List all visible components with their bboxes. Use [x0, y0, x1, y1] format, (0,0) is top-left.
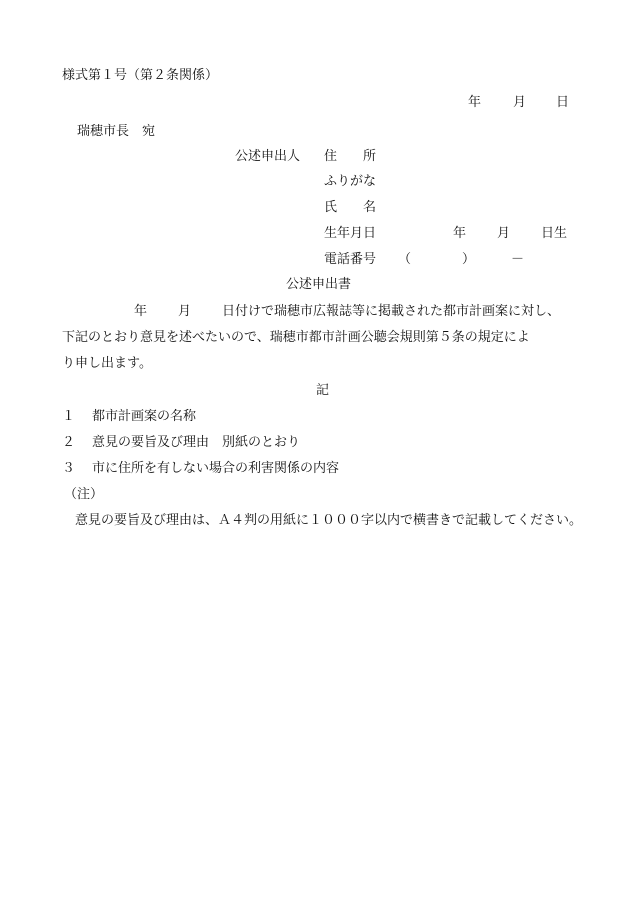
birth-year: 年: [453, 226, 467, 241]
phone-paren-open: （: [398, 252, 412, 267]
addressee: 瑞穂市長 宛: [77, 124, 156, 139]
item-3-number: ３: [62, 461, 76, 476]
birthdate-label: 生年月日: [324, 226, 377, 241]
item-1-number: １: [62, 409, 76, 424]
item-1-text: 都市計画案の名称: [92, 409, 197, 424]
item-2-text: 意見の要旨及び理由 別紙のとおり: [92, 435, 301, 450]
body-line1-year: 年: [134, 304, 148, 319]
item-2-number: ２: [62, 435, 76, 450]
date-month: 月: [513, 95, 527, 110]
birth-month: 月: [497, 226, 511, 241]
furigana-label: ふりがな: [324, 174, 377, 189]
body-line2: 下記のとおり意見を述べたいので、瑞穂市都市計画公聴会規則第５条の規定によ: [62, 330, 530, 345]
date-day: 日: [556, 95, 570, 110]
phone-paren-close: ）: [462, 252, 476, 267]
body-line1-rest: 日付けで瑞穂市広報誌等に掲載された都市計画案に対し、: [222, 304, 561, 319]
item-3-text: 市に住所を有しない場合の利害関係の内容: [92, 461, 340, 476]
phone-label: 電話番号: [324, 252, 377, 267]
name-label: 氏 名: [324, 200, 377, 215]
body-line3: り申し出ます。: [62, 356, 152, 371]
date-year: 年: [468, 95, 482, 110]
ki-heading: 記: [316, 383, 330, 398]
phone-dash: －: [511, 252, 525, 267]
document-title: 公述申出書: [286, 277, 352, 292]
note-text: 意見の要旨及び理由は、Ａ４判の用紙に１０００字以内で横書きで記載してください。: [62, 513, 583, 528]
address-label: 住 所: [324, 149, 377, 164]
note-label: （注）: [64, 487, 104, 502]
body-line1-month: 月: [178, 304, 192, 319]
form-number: 様式第１号（第２条関係）: [62, 68, 219, 83]
birth-day: 日生: [541, 226, 568, 241]
applicant-heading: 公述申出人: [235, 149, 301, 164]
